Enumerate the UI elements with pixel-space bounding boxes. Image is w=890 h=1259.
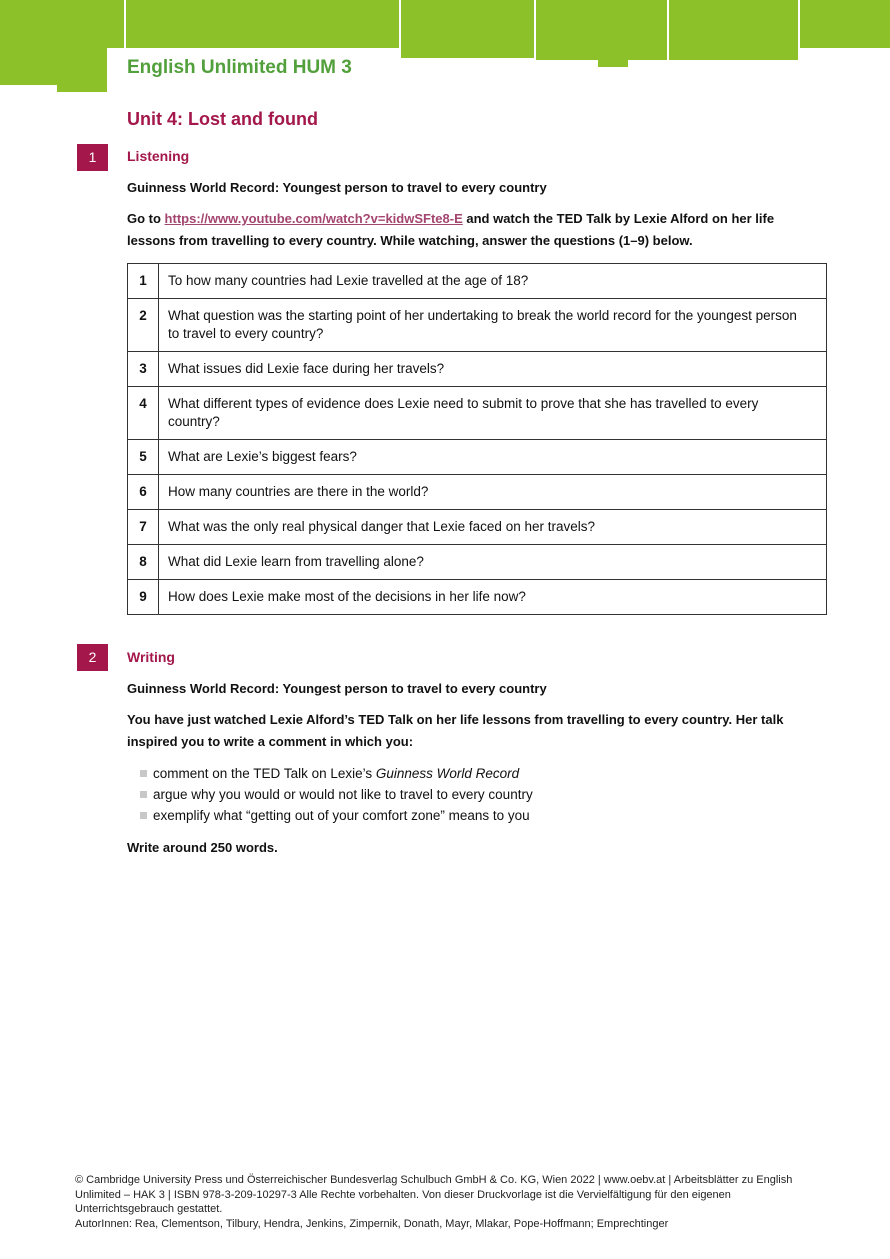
footer [75,1173,792,1231]
section-number-badge: 2 [77,644,108,671]
question-row [128,510,827,545]
header-band-segment [598,59,628,67]
header-band-segment [669,0,798,60]
question-row [128,299,827,352]
task-bullet-item [127,784,533,805]
copyright-line: Unterrichtsgebrauch gestattet. [75,1203,223,1216]
question-number: 7 [128,510,159,545]
question-number: 3 [128,352,159,387]
task-subheading: Guinness World Record: Youngest person to travel to every country [127,180,547,195]
task-bullet-list [127,763,533,826]
bullet-text: argue why you would or would not like to travel to every country [153,787,533,802]
question-text: How many countries are there in the world? [159,475,827,510]
unit-title: Unit 4: Lost and found [127,109,318,129]
question-row [128,440,827,475]
section-heading-listening: Listening [127,148,190,164]
instruction-text: Go to [127,211,165,226]
question-number: 4 [128,387,159,440]
question-row [128,352,827,387]
header-band-segment [536,0,667,60]
task-subheading: Guinness World Record: Youngest person to travel to every country [127,681,547,696]
header-band-segment [0,0,124,48]
header-band-segment [57,47,107,92]
copyright-line: © Cambridge University Press und Österreichischer Bundesverlag Schulbuch GmbH & Co. KG, Wien 2022 | www.oebv.at | Arbeitsblätter zu English [75,1174,793,1186]
question-text: What did Lexie learn from travelling alone? [159,545,827,580]
header-band-segment [401,0,534,58]
question-text: What was the only real physical danger that Lexie faced on her travels? [159,510,827,545]
bullet-text: comment on the TED Talk on Lexie’s [153,766,376,781]
question-number: 5 [128,440,159,475]
header-band-segment [126,0,399,48]
video-link[interactable]: https://www.youtube.com/watch?v=kidwSFte8-E [164,211,463,226]
question-text: What different types of evidence does Lexie need to submit to prove that she has travelled to every country? [159,387,827,440]
question-row [128,580,827,615]
task-bullet-item [127,763,533,784]
square-bullet-icon [140,791,147,798]
question-number: 8 [128,545,159,580]
authors-line: AutorInnen: Rea, Clementson, Tilbury, Hendra, Jenkins, Zimpernik, Donath, Mayr, Mlakar, Pope-Hoffmann; Emprechtinger [75,1217,669,1230]
question-number: 2 [128,299,159,352]
question-text: To how many countries had Lexie travelled at the age of 18? [159,264,827,299]
copyright-line: Unlimited – HAK 3 | ISBN 978-3-209-10297-3 Alle Rechte vorbehalten. Von dieser Druckvorlage ist die Vervielfältigung für den eigenen [75,1188,731,1201]
square-bullet-icon [140,770,147,777]
question-number: 6 [128,475,159,510]
question-row [128,545,827,580]
header-band-segment [800,0,890,48]
instruction-text: and watch the TED Talk by Lexie Alford on her life lessons from travelling to every country. While watching, answer the questions (1–9) below. [127,211,775,248]
series-title: English Unlimited HUM 3 [127,57,352,78]
task-instruction: You have just watched Lexie Alford’s TED Talk on her life lessons from travelling to every country. Her talk inspired you to write a comment in which you: [127,712,784,749]
question-text: What issues did Lexie face during her travels? [159,352,827,387]
question-number: 1 [128,264,159,299]
question-row [128,475,827,510]
question-text: What are Lexie’s biggest fears? [159,440,827,475]
question-text: How does Lexie make most of the decisions in her life now? [159,580,827,615]
question-text: What question was the starting point of her undertaking to break the world record for the youngest person to travel to every country? [159,299,827,352]
question-row [128,264,827,299]
square-bullet-icon [140,812,147,819]
section-number-badge: 1 [77,144,108,171]
bullet-text: exemplify what “getting out of your comfort zone” means to you [153,808,530,823]
task-instruction [127,208,817,252]
task-bullet-item [127,805,533,826]
questions-table [127,263,827,615]
bullet-emphasis: Guinness World Record [375,766,520,781]
section-heading-writing: Writing [127,649,175,665]
question-number: 9 [128,580,159,615]
word-count-instruction: Write around 250 words. [127,840,278,855]
question-row [128,387,827,440]
